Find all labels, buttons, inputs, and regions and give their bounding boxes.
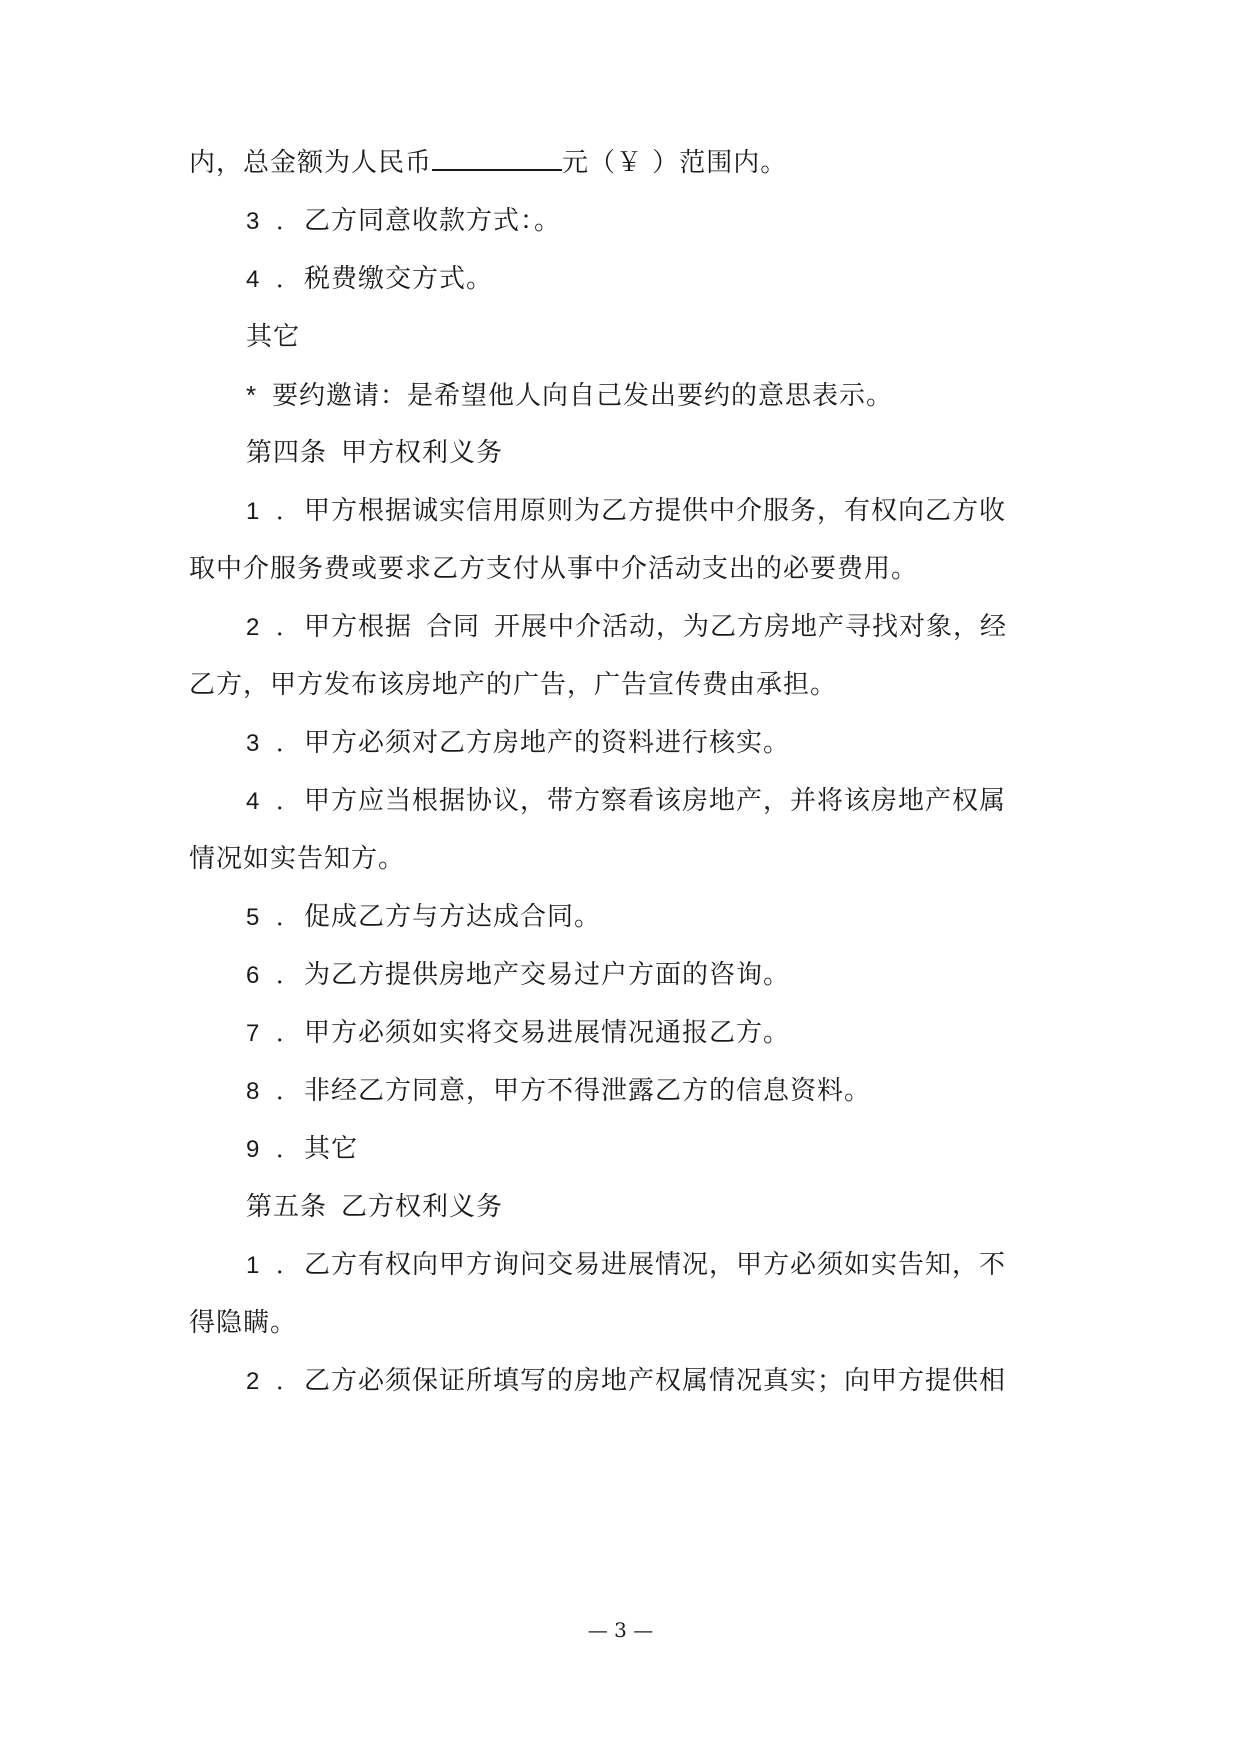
list-item: 2 ． 乙方必须保证所填写的房地产权属情况真实；向甲方提供相 [246, 1366, 1007, 1396]
page-number: — 3 — [587, 1618, 654, 1642]
section-heading: 第四条 甲方权利义务 [246, 438, 504, 468]
amount-blank [432, 147, 562, 171]
list-item: 1 ． 甲方根据诚实信用原则为乙方提供中介服务，有权向乙方收 [246, 496, 1007, 526]
paragraph-line: 取中介服务费或要求乙方支付从事中介活动支出的必要费用。 [189, 554, 919, 584]
list-item: 3 ． 乙方同意收款方式：。 [246, 206, 562, 236]
paragraph-line: 得隐瞒。 [189, 1308, 298, 1338]
list-item: 9 ． 其它 [246, 1134, 359, 1164]
paragraph-line: 内，总金额为人民币 元（￥ ）范围内。 [189, 148, 788, 178]
section-heading: 第五条 乙方权利义务 [246, 1192, 504, 1222]
list-item: 4 ． 税费缴交方式。 [246, 264, 494, 294]
list-item: 2 ． 甲方根据 合同 开展中介活动，为乙方房地产寻找对象，经 [246, 612, 1008, 642]
list-item: 4 ． 甲方应当根据协议，带方察看该房地产，并将该房地产权属 [246, 786, 1007, 816]
list-item: 7 ． 甲方必须如实将交易进展情况通报乙方。 [246, 1018, 791, 1048]
paragraph-line: 乙方，甲方发布该房地产的广告，广告宣传费由承担。 [189, 670, 838, 700]
paragraph-line: 其它 [246, 322, 301, 352]
paragraph-line: 情况如实告知方。 [189, 844, 406, 874]
list-item: 8 ． 非经乙方同意，甲方不得泄露乙方的信息资料。 [246, 1076, 872, 1106]
list-item: 3 ． 甲方必须对乙方房地产的资料进行核实。 [246, 728, 791, 758]
list-item: 6 ． 为乙方提供房地产交易过户方面的咨询。 [246, 960, 791, 990]
list-item: 5 ． 促成乙方与方达成合同。 [246, 902, 602, 932]
list-item: 1 ． 乙方有权向甲方询问交易进展情况，甲方必须如实告知，不 [246, 1250, 1007, 1280]
note-line: * 要约邀请：是希望他人向自己发出要约的意思表示。 [246, 380, 894, 411]
